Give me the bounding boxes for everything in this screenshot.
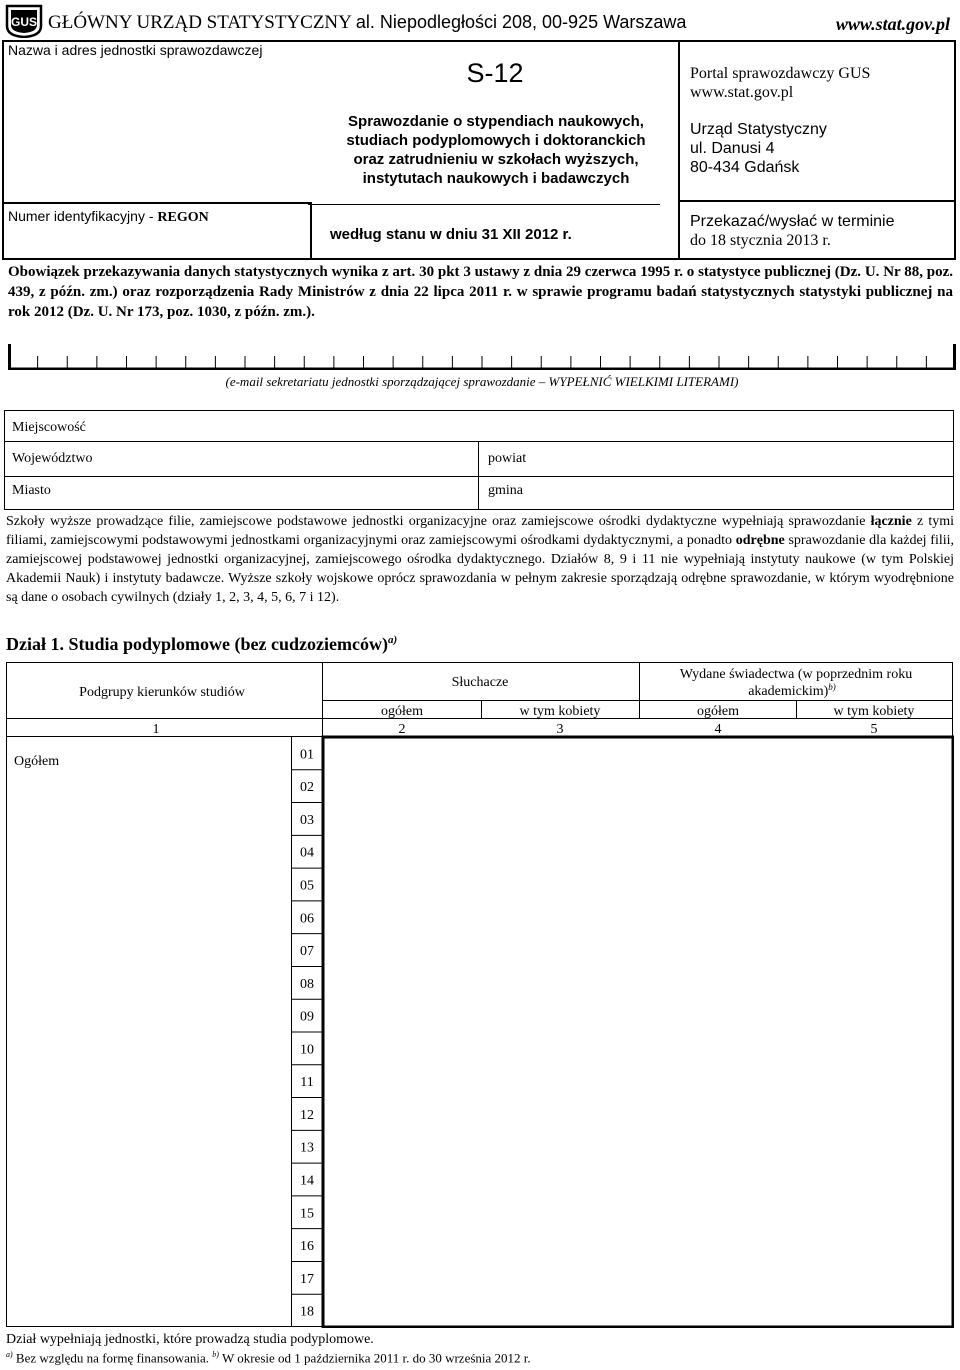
form-description: Sprawozdanie o stypendiach naukowych, studiach podyplomowych i doktoranckich oraz zatrudnieniu w szkołach wyższych, instytutach naukowych i badawczych [346, 113, 646, 187]
header-line [48, 12, 686, 34]
row-number: 11 [300, 1075, 314, 1091]
email-input-boxes[interactable] [8, 344, 956, 370]
col-number: 5 [870, 722, 878, 737]
office-name: GŁÓWNY URZĄD STATYSTYCZNY [48, 12, 352, 33]
city-field[interactable]: Miasto [12, 483, 51, 498]
row-number: 18 [300, 1304, 314, 1320]
row-number: 12 [300, 1107, 314, 1123]
instructions-paragraph: Szkoły wyższe prowadzące filie, zamiejscowe podstawowe jednostki organizacyjne oraz zamiejscowe ośrodki dydaktyczne wypełniają sprawozdanie łącznie z tymi filiami, zamiejscowymi podstawowymi jednostkami organizacyjnymi oraz zamiejscowymi ośrodkami dydaktycznymi, a ponadto odrębne sprawozdanie dla każdej filii, zamiejscowej podstawowej jednostki organizacyjnej, zamiejscowego ośrodka dydaktycznego. Działów 8, 9 i 11 nie wypełniają instytuty naukowe (w tym Polskiej Akademii Nauk) i instytuty badawcze. Wyższe szkoły wojskowe oprócz sprawozdania w pełnym zakresie sporządzają odrębne sprawozdanie, w którym wyodrębnione są dane o osobach cywilnych (działy 1, 2, 3, 4, 5, 6, 7 i 12). [6, 514, 955, 605]
portal-info: Portal sprawozdawczy GUS www.stat.gov.pl [690, 65, 871, 101]
col-number: 1 [152, 722, 160, 737]
sub-header-total: ogółem [381, 704, 423, 719]
row-number: 15 [300, 1206, 314, 1222]
row-number: 02 [300, 780, 314, 796]
legal-basis-note: Obowiązek przekazywania danych statystycznych wynika z art. 30 pkt 3 ustawy z dnia 29 czerwca 1995 r. o statystyce publicznej (Dz. U. Nr 88, poz. 439, z późn. zm.) oraz rozporządzenia Rady Ministrów z dnia 22 lipca 2011 r. w sprawie programu badań statystycznych statystyki publicznej na rok 2012 (Dz. U. Nr 173, poz. 1030, z późn. zm.). [8, 264, 953, 320]
col-number: 2 [398, 722, 406, 737]
website-link[interactable]: www.stat.gov.pl [835, 14, 950, 34]
office-info: Urząd Statystyczny ul. Danusi 4 80-434 Gdańsk [690, 121, 827, 176]
row-number: 14 [300, 1173, 314, 1189]
row-number: 10 [300, 1042, 314, 1058]
row-number: 07 [300, 944, 314, 960]
reference-date: według stanu w dniu 31 XII 2012 r. [330, 226, 572, 243]
col-header-subgroups: Podgrupy kierunków studiów [79, 685, 245, 700]
postgraduate-studies-table [6, 662, 954, 1328]
office-address: al. Niepodległości 208, 00-925 Warszawa [355, 12, 687, 32]
divider [308, 204, 660, 205]
col-header-certificates-1: Wydane świadectwa (w poprzednim roku [679, 667, 913, 682]
row-number: 17 [300, 1271, 314, 1287]
section-note: Dział wypełniają jednostki, które prowadzą studia podyplomowe. [6, 1332, 374, 1347]
section-title: Dział 1. Studia podyplomowe (bez cudzoziemców)$^{a)}$ [6, 634, 398, 654]
divider [4, 476, 954, 477]
regon-label: Numer identyfikacyjny - REGON [8, 208, 209, 225]
deadline-info: Przekazać/wysłać w terminie do 18 stycznia 2013 r. [690, 213, 895, 249]
row-number: 05 [300, 878, 314, 894]
district-field[interactable]: powiat [488, 451, 527, 466]
col-header-listeners: Słuchacze [451, 675, 509, 690]
unit-name-label: Nazwa i adres jednostki sprawozdawczej [8, 42, 263, 58]
divider [678, 200, 956, 202]
footnotes: $^{a)}$ Bez względu na formę finansowania. $^{b)}$ W okresie od 1 października 2011 r. do 30 września 2012 r. [6, 1350, 531, 1366]
row-number: 16 [300, 1239, 314, 1255]
row-number: 01 [300, 747, 314, 763]
logo-text: GUS [10, 15, 38, 29]
voivodeship-field[interactable]: Województwo [12, 451, 93, 466]
sub-header-women: w tym kobiety [519, 704, 601, 719]
form-code: S-12 [466, 58, 524, 88]
commune-field[interactable]: gmina [488, 483, 523, 498]
address-table [4, 410, 954, 510]
row-number: 09 [300, 1009, 314, 1025]
divider [478, 441, 479, 510]
col-header-certificates-2: akademickim)$^{b)}$ [748, 682, 836, 699]
col-number: 3 [556, 722, 564, 737]
row-number: 06 [300, 911, 314, 927]
sub-header-women: w tym kobiety [833, 704, 915, 719]
row-number: 08 [300, 976, 314, 992]
divider [4, 441, 954, 442]
row-label-total: Ogółem [14, 754, 60, 769]
email-caption: (e-mail sekretariatu jednostki sporządzającej sprawozdanie – WYPEŁNIĆ WIELKIMI LITERAMI) [225, 374, 739, 389]
locality-field[interactable]: Miejscowość [12, 420, 86, 435]
row-number: 04 [300, 845, 314, 861]
gus-logo [4, 4, 44, 38]
col-number: 4 [714, 722, 722, 737]
sub-header-total: ogółem [697, 704, 739, 719]
row-number: 13 [300, 1140, 314, 1156]
row-number: 03 [300, 812, 314, 828]
